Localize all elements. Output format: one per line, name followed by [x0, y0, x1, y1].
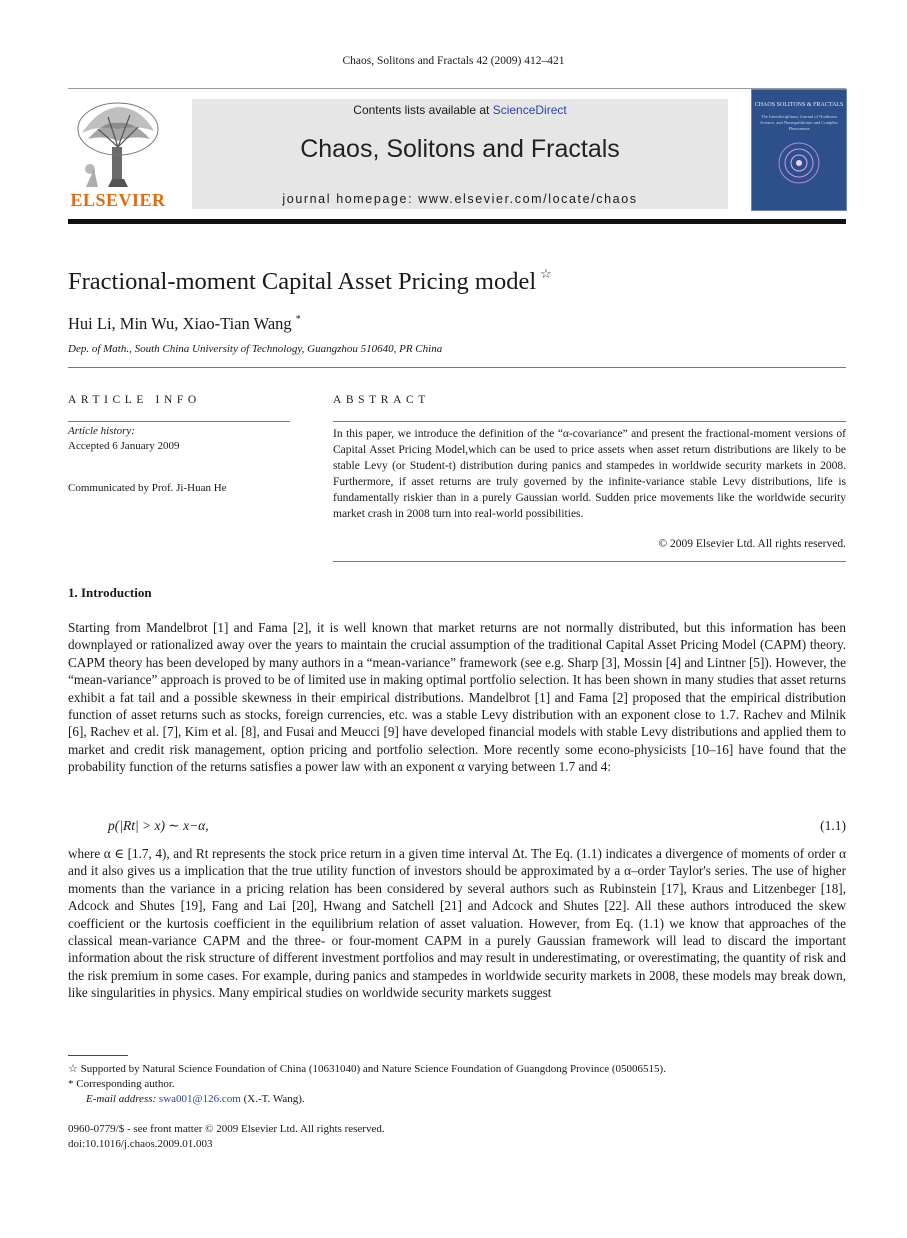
abstract-bottom-rule	[333, 561, 846, 562]
title-footnote-mark[interactable]: ☆	[540, 266, 552, 281]
publisher-name: ELSEVIER	[70, 190, 166, 210]
header-top-rule	[68, 88, 846, 89]
footnote-mark: ☆	[68, 1063, 78, 1075]
equation-number: (1.1)	[820, 818, 846, 833]
affiliation: Dep. of Math., South China University of Technology, Guangzhou 510640, PR China	[68, 343, 443, 355]
equation: p(|Rt| > x) ∼ x−α,	[108, 818, 209, 833]
footnote-corresponding	[68, 1077, 846, 1092]
abstract-rule	[333, 421, 846, 422]
contents-line	[192, 103, 728, 117]
article-title-text: Fractional-moment Capital Asset Pricing model	[68, 268, 537, 295]
footnote-rule	[68, 1055, 128, 1056]
journal-cover-image	[751, 89, 847, 211]
cover-subtitle: The Interdisciplinary Journal of Nonlinear Science, and Nonequilibrium and Complex Phenomena	[760, 114, 838, 131]
email-suffix: (X.-T. Wang).	[240, 1093, 305, 1105]
article-title	[68, 266, 552, 296]
journal-masthead	[192, 99, 728, 209]
corresponding-author-mark[interactable]: *	[295, 314, 301, 325]
article-info-heading: ARTICLE INFO	[68, 394, 201, 406]
footnotes	[68, 1062, 846, 1107]
doi-line[interactable]: doi:10.1016/j.chaos.2009.01.003	[68, 1138, 213, 1150]
abstract-text: In this paper, we introduce the definition of the “α-covariance” and present the fractional-moment versions of Capital Asset Pricing Model,which can be used to price assets when asset return distributions are likely to be stable Levy (or Student-t) distribution during panics and stampedes in worldwide security markets in 2008. Furthermore, if asset returns are truly governed by the infinite-variance stable Levy distributions, life is fundamentally riskier than in a purely Gaussian world. Sudden price movements like the worldwide security market crash in 2008 turn into real-world possibilities.	[333, 428, 846, 520]
article-history-label: Article history:	[68, 425, 135, 437]
body-paragraph: Starting from Mandelbrot [1] and Fama [2], it is well known that market returns are not normally distributed, but this information has been downplayed or rationalized away over the years to maintain the crucial assumption of the traditional Capital Asset Pricing Model (CAPM) theory. CAPM theory has been developed by many authors in a “mean-variance” framework (see e.g. Sharp [3], Mossin [4] and Lintner [5]). However, the “mean-variance” approach is proved to be of limited use in making optimal portfolio selection. It has been shown in many studies that asset returns exhibit a fat tail and a possible skewness in their empirical distributions. Mandelbrot [1] and Fama [2] proposed that the empirical distribution function of asset returns such as stocks, foreign currencies, etc. was a stable Levy distribution with an exponent close to 1.7. Rachev and Milnik [6], Rachev et al. [7], Kim et al. [8], and Fusai and Meucci [9] have developed financial models with stable Levy distributions and applied them to market and credit risk management, option pricing and portfolio selection. More recently some econo-physicists [10–16] have found that the probability function of the returns satisfies a power law with an exponent α varying between 1.7 and 4:	[68, 620, 846, 775]
sciencedirect-link[interactable]: ScienceDirect	[492, 103, 567, 117]
author-names[interactable]: Hui Li, Min Wu, Xiao-Tian Wang	[68, 314, 292, 333]
header-bottom-rule	[68, 219, 846, 224]
abstract-copyright: © 2009 Elsevier Ltd. All rights reserved.	[658, 538, 846, 550]
cover-title: CHAOS SOLITONS & FRACTALS	[754, 102, 844, 108]
issn-line: 0960-0779/$ - see front matter © 2009 Elsevier Ltd. All rights reserved.	[68, 1123, 385, 1135]
affiliation-rule	[68, 367, 846, 368]
journal-homepage[interactable]: journal homepage: www.elsevier.com/locate/chaos	[282, 192, 638, 206]
article-info-rule	[68, 421, 290, 422]
communicated-by: Communicated by Prof. Ji-Huan He	[68, 482, 227, 494]
footnote-text: Corresponding author.	[76, 1078, 175, 1090]
body-paragraph: where α ∈ [1.7, 4), and Rt represents the stock price return in a given time interval Δt. The Eq. (1.1) indicates a divergence of moments of order α and it also gives us a implication that the true utility function of investors should be approximated by a α–order Taylor's series. The use of higher moments than the variance in a pricing relation has been considered by several authors such as Rubinstein [17], Kraus and Litzenbeger [18], Adcock and Shutes [19], Fang and Lai [20], Hwang and Satchell [21] and Adcock and Shutes [22]. All these authors introduced the skew coefficient or the kurtosis coefficient in the equilibrium relation of asset valuation. However, from Eq. (1.1) we know that approaches of the classical mean-variance CAPM and the three- or four-moment CAPM in a purely Gaussian framework will lead to discard the important information about the risk structure of different investment portfolios and may result in underestimating, or overestimating, the quantity of risk and the risk premium in some cases. For example, during panics and stampedes in worldwide security markets in 2008, these models may break down, like singularities in physics. Many empirical studies on worldwide security markets suggest	[68, 846, 846, 1001]
section-heading-introduction: 1. Introduction	[68, 585, 152, 600]
tree-icon	[68, 99, 168, 191]
issn-doi-block	[68, 1122, 385, 1152]
cover-fractal-icon	[774, 138, 824, 188]
journal-citation: Chaos, Solitons and Fractals 42 (2009) 412–421	[342, 55, 565, 67]
accepted-date: Accepted 6 January 2009	[68, 440, 180, 452]
footnote-text: Supported by Natural Science Foundation of China (10631040) and Nature Science Foundation of Guangdong Province (05006515).	[80, 1063, 666, 1075]
journal-title: Chaos, Solitons and Fractals	[300, 135, 620, 163]
author-list	[68, 314, 301, 334]
footnote-mark: *	[68, 1078, 74, 1090]
email-label: E-mail address:	[86, 1093, 159, 1105]
contents-prefix: Contents lists available at	[353, 103, 493, 117]
abstract-heading: ABSTRACT	[333, 394, 430, 406]
footnote-email	[68, 1092, 846, 1107]
email-link[interactable]: swa001@126.com	[158, 1093, 241, 1105]
footnote-funding	[68, 1062, 846, 1077]
